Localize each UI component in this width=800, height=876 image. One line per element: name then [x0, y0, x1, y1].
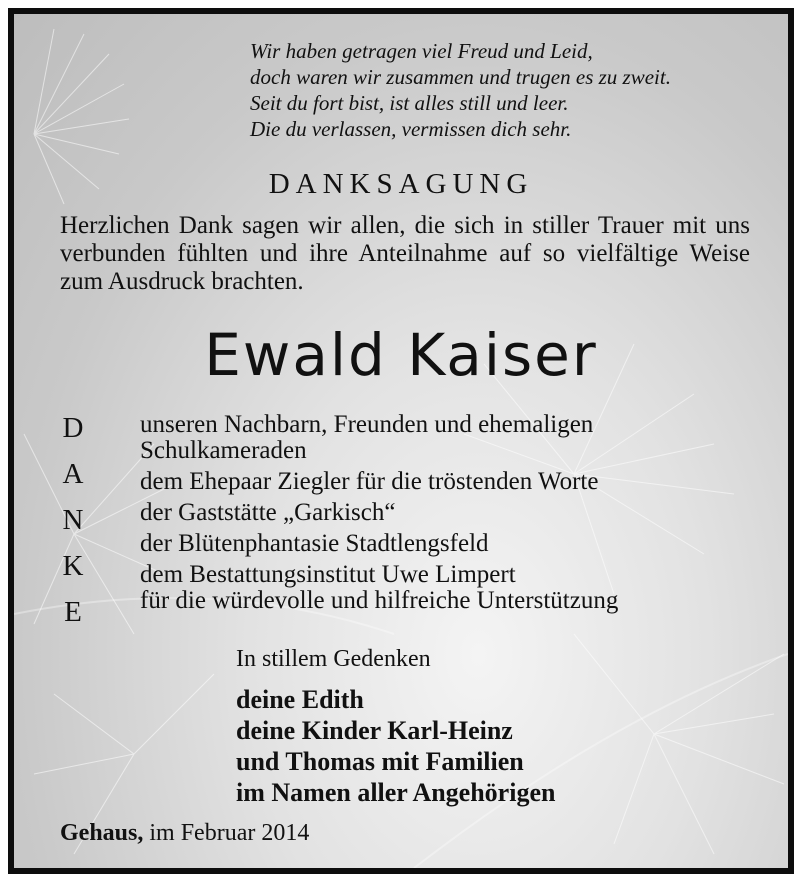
poem-line: Die du verlassen, vermissen dich sehr. [250, 117, 572, 141]
list-item: für die würdevolle und hilfreiche Unterstützung [140, 587, 619, 614]
poem [250, 38, 671, 142]
poem-line: Wir haben getragen viel Freud und Leid, [250, 39, 593, 63]
signer: deine Kinder Karl-Heinz [236, 716, 513, 745]
obituary-card [8, 8, 794, 874]
danke-letter: D [62, 412, 84, 444]
list-item: Schulkameraden [140, 437, 307, 464]
list-item: der Blütenphantasie Stadtlengsfeld [140, 530, 489, 557]
list-item: unseren Nachbarn, Freunden und ehemaligen [140, 411, 594, 438]
danke-letter: N [62, 504, 84, 536]
thanks-list [140, 412, 618, 619]
footer-date: im Februar 2014 [149, 820, 310, 846]
heading: DANKSAGUNG [268, 168, 534, 200]
signers [236, 684, 555, 808]
signer: und Thomas mit Familien [236, 747, 524, 776]
footer [60, 820, 309, 847]
footer-place: Gehaus, [60, 820, 144, 846]
danke-letter: E [64, 596, 82, 628]
signer: im Namen aller Angehörigen [236, 778, 556, 807]
danke-letter: K [62, 550, 84, 582]
danke-letter: A [62, 458, 84, 490]
signer: deine Edith [236, 685, 364, 714]
list-item: der Gaststätte „Garkisch“ [140, 499, 396, 526]
list-item: dem Ehepaar Ziegler für die tröstenden Worte [140, 468, 599, 495]
list-item: dem Bestattungsinstitut Uwe Limpert [140, 561, 516, 588]
gedenken-line: In stillem Gedenken [236, 646, 431, 672]
intro-text: Herzlichen Dank sagen wir allen, die sich in stiller Trauer mit uns verbunden fühlten und ihre Anteilnahme auf so vielfältige Weise zum Ausdruck brachten. [60, 212, 750, 295]
poem-line: Seit du fort bist, ist alles still und leer. [250, 91, 569, 115]
poem-line: doch waren wir zusammen und trugen es zu zweit. [250, 65, 671, 89]
deceased-name: Ewald Kaiser [204, 321, 598, 389]
